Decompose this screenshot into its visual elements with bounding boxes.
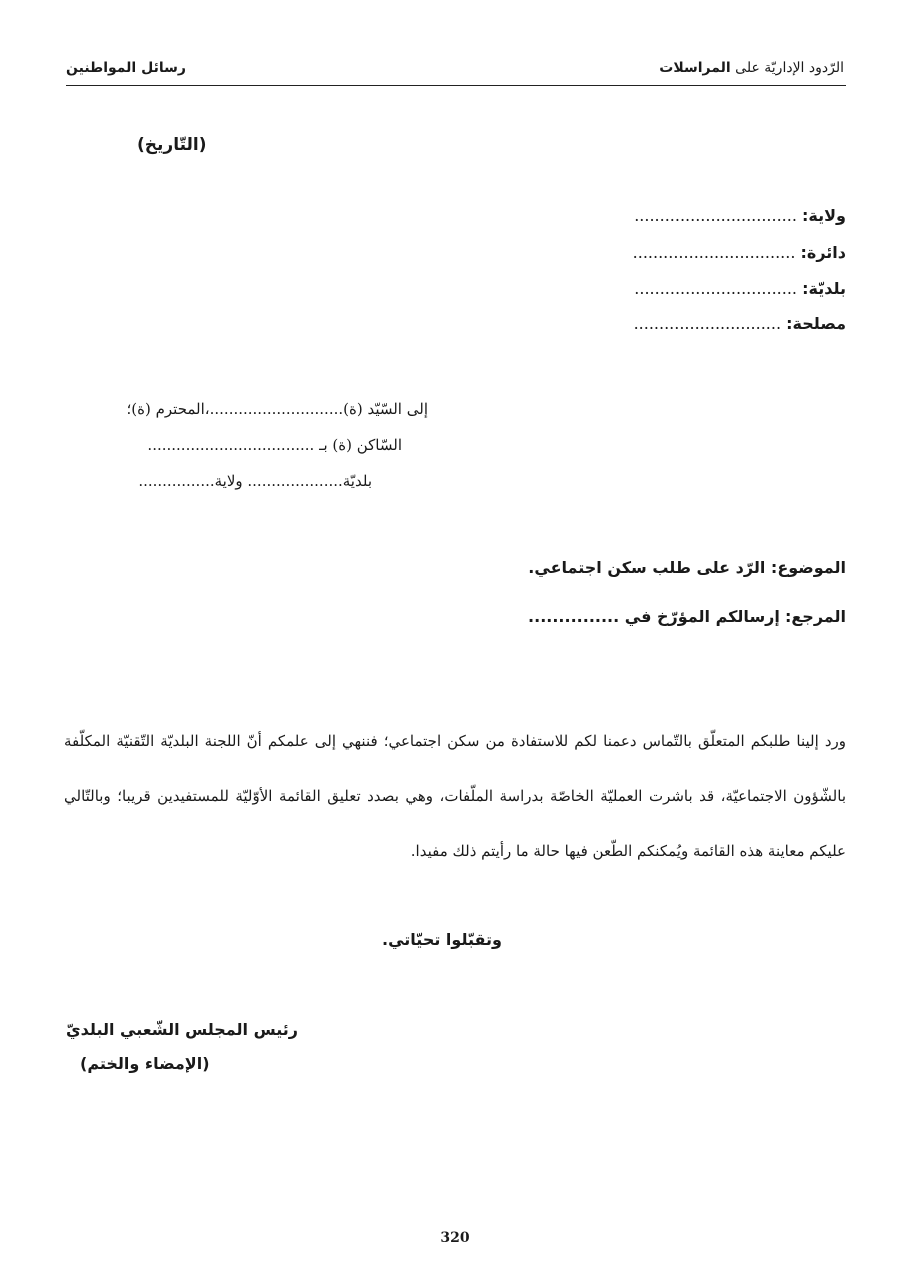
admin-field-dots: ................................ <box>632 243 796 262</box>
page-number: 320 <box>440 1230 470 1246</box>
admin-field-label: ولاية: <box>802 206 846 225</box>
reference-label: المرجع: <box>784 607 846 626</box>
admin-field-maslaha <box>634 314 846 333</box>
admin-field-label: مصلحة: <box>786 314 846 333</box>
admin-field-dots: ............................. <box>633 314 782 333</box>
reference-line <box>528 607 846 626</box>
running-header-section: رسائل المواطنين <box>66 60 186 76</box>
signature-note: (الإمضاء والختم) <box>80 1054 210 1073</box>
running-header-title <box>659 60 844 76</box>
subject-line <box>528 558 846 577</box>
header-title-prefix: الرّدود الإداريّة على <box>730 60 844 76</box>
addressee-residence-line: السّاكن (ة) بـ ................................... <box>147 436 402 454</box>
admin-field-dots: ................................ <box>634 279 798 298</box>
admin-field-dots: ................................ <box>634 206 797 225</box>
subject-value: الرّد على طلب سكن اجتماعي. <box>528 558 766 577</box>
subject-label: الموضوع: <box>770 558 846 577</box>
reference-value: إرسالكم المؤرّخ في ............... <box>528 607 780 626</box>
date-placeholder: (التّاريخ) <box>137 135 207 155</box>
header-title-emphasis: المراسلات <box>659 60 731 76</box>
admin-field-wilaya <box>634 206 846 225</box>
signature-title: رئيس المجلس الشّعبي البلديّ <box>66 1020 298 1039</box>
header-divider <box>66 85 846 86</box>
closing-greeting: وتقبّلوا تحيّاتي. <box>382 930 502 949</box>
addressee-location-line: بلديّة.................... ولاية................ <box>138 472 372 490</box>
admin-field-daira <box>633 243 846 262</box>
addressee-line: إلى السّيّد (ة)............................،المحترم (ة)؛ <box>126 400 428 418</box>
admin-field-label: دائرة: <box>800 243 846 262</box>
letter-body-paragraph: ورد إلينا طلبكم المتعلّق بالتّماس دعمنا لكم للاستفادة من سكن اجتماعي؛ فننهي إلى علمكم أنّ اللجنة البلديّة التّقنيّة المكلّفة بالشّؤون الاجتماعيّة، قد باشرت العمليّة الخاصّة بدراسة الملّفات، وهي بصدد تعليق القائمة الأوّليّة للمستفيدين قريبا؛ وبالتّالي عليكم معاينة هذه القائمة ويُمكنكم الطّعن فيها حالة ما رأيتم ذلك مفيدا. <box>64 732 846 860</box>
admin-field-baladiya <box>634 279 846 298</box>
admin-field-label: بلديّة: <box>802 279 846 298</box>
